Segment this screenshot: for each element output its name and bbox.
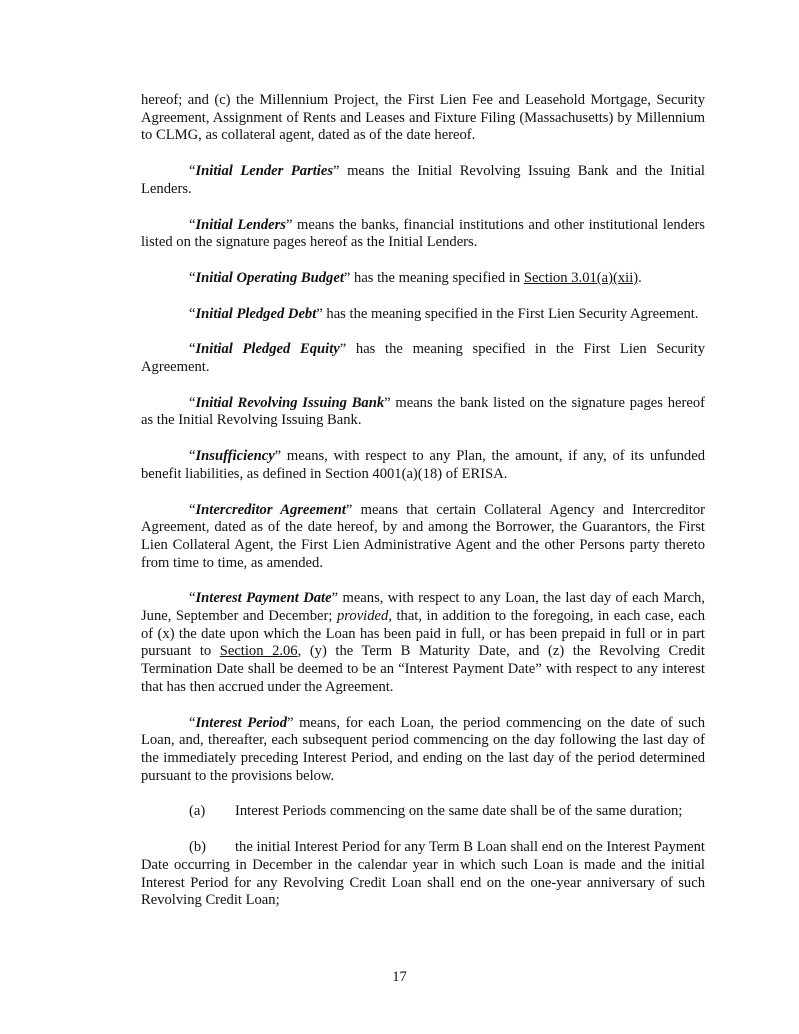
defined-term: Insufficiency	[195, 448, 275, 465]
section-reference: Section 2.06	[219, 643, 298, 660]
definition-initial-revolving-issuing-bank: “Initial Revolving Issuing Bank” means the bank listed on the signature pages hereof as the Initial Revolving Issuing Bank.	[141, 394, 705, 429]
definition-text-end: .	[638, 269, 642, 286]
definition-text: ” means, with respect to any Plan, the amount, if any, of its unfunded benefit liabilities, as defined in Section 4001(a)(18) of ERISA.	[141, 448, 705, 482]
defined-term: Interest Payment Date	[195, 590, 332, 607]
clause-a	[141, 803, 705, 821]
definition-initial-lenders: “Initial Lenders” means the banks, financial institutions and other institutional lenders listed on the signature pages hereof as the Initial Lenders.	[141, 216, 705, 251]
definition-initial-lender-parties: “Initial Lender Parties” means the Initial Revolving Issuing Bank and the Initial Lenders.	[141, 163, 705, 197]
definition-initial-operating-budget: “Initial Operating Budget” has the meaning specified in Section 3.01(a)(xii).	[189, 269, 642, 286]
defined-term: Interest Period	[195, 714, 288, 731]
definition-intercreditor-agreement: “Intercreditor Agreement” means that certain Collateral Agency and Intercreditor Agreement, dated as of the date hereof, by and among the Borrower, the Guarantors, the First Lien Collateral Agent, the First Lien Administrative Agent and the other Persons party thereto from time to time, as amended.	[141, 501, 706, 571]
page-number: 17	[392, 969, 407, 985]
section-reference: Section 3.01(a)(xii)	[523, 269, 639, 286]
intro-paragraph: hereof; and (c) the Millennium Project, the First Lien Fee and Leasehold Mortgage, Security Agreement, Assignment of Rents and Leases and Fixture Filing (Massachusetts) by Millennium to CLMG, as collateral agent, dated as of the date hereof.	[141, 92, 705, 144]
definition-text-end: , (y) the Term B Maturity Date, and (z) the Revolving Credit Termination Date shall be deemed to be an “Interest Payment Date” with respect to any interest that has then accrued under the Agreement.	[141, 643, 705, 695]
defined-term: Initial Revolving Issuing Bank	[195, 394, 385, 411]
definition-text: ” means the bank listed on the signature pages hereof as the Initial Revolving Issuing Bank.	[141, 394, 705, 429]
definition-text: ” means, with respect to any Loan, the last day of each March, June, September and December;	[141, 590, 705, 625]
defined-term: Intercreditor Agreement	[195, 501, 346, 518]
definition-text: ” means the banks, financial institutions and other institutional lenders listed on the signature pages hereof as the Initial Lenders.	[141, 216, 705, 251]
clause-text: Interest Periods commencing on the same date shall be of the same duration;	[235, 803, 683, 820]
document-page	[141, 92, 705, 928]
definition-initial-pledged-debt: “Initial Pledged Debt” has the meaning specified in the First Lien Security Agreement.	[189, 305, 699, 322]
clause-number: (b)	[189, 839, 207, 856]
defined-term: Initial Pledged Equity	[195, 341, 340, 358]
definition-text: ” has the meaning specified in the First Lien Security Agreement.	[141, 341, 705, 376]
clause-number: (a)	[189, 803, 206, 820]
definition-interest-payment-date: “Interest Payment Date” means, with respect to any Loan, the last day of each March, June, September and December; provided, that, in addition to the foregoing, in each case, each of (x) the date upon which the Loan has been paid in full, or has been prepaid in full or in part pursuant to Section 2.06, (y) the Term B Maturity Date, and (z) the Revolving Credit Termination Date shall be deemed to be an “Interest Payment Date” with respect to any interest that has then accrued under the Agreement.	[141, 590, 705, 695]
defined-term: Initial Pledged Debt	[195, 305, 317, 322]
definition-insufficiency: “Insufficiency” means, with respect to any Plan, the amount, if any, of its unfunded benefit liabilities, as defined in Section 4001(a)(18) of ERISA.	[141, 448, 705, 482]
definition-text: ” means, for each Loan, the period commencing on the date of such Loan, and, thereafter, each subsequent period commencing on the day following the last day of the immediately preceding Interest Period, and ending on the last day of the period determined pursuant to the provisions below.	[141, 714, 705, 784]
definition-text: ” has the meaning specified in the First Lien Security Agreement.	[316, 305, 699, 322]
definition-text: ” means the Initial Revolving Issuing Bank and the Initial Lenders.	[141, 163, 705, 197]
definition-interest-period: “Interest Period” means, for each Loan, the period commencing on the date of such Loan, and, thereafter, each subsequent period commencing on the day following the last day of the immediately preceding Interest Period, and ending on the last day of the period determined pursuant to the provisions below.	[141, 714, 705, 784]
definition-text-middle: , that, in addition to the foregoing, in each case, each of (x) the date upon which the Loan has been paid in full, or has been prepaid in full or in part pursuant to	[141, 608, 705, 660]
definition-initial-pledged-equity: “Initial Pledged Equity” has the meaning specified in the First Lien Security Agreement.	[141, 341, 705, 376]
clause-text: the initial Interest Period for any Term B Loan shall end on the Interest Payment Date occurring in December in the calendar year in which such Loan is made and the initial Interest Period for any Revolving Credit Loan shall end on the one-year anniversary of such Revolving Credit Loan;	[141, 839, 705, 909]
provided-word: provided	[336, 608, 389, 625]
definition-text: ” has the meaning specified in	[343, 269, 524, 286]
defined-term: Initial Lender Parties	[195, 163, 334, 180]
clause-b	[141, 839, 705, 910]
defined-term: Initial Operating Budget	[195, 269, 344, 286]
definition-text: ” means that certain Collateral Agency and Intercreditor Agreement, dated as of the date hereof, by and among the Borrower, the Guarantors, the First Lien Collateral Agent, the First Lien Administrative Agent and the other Persons party thereto from time to time, as amended.	[141, 501, 706, 571]
defined-term: Initial Lenders	[195, 216, 286, 233]
